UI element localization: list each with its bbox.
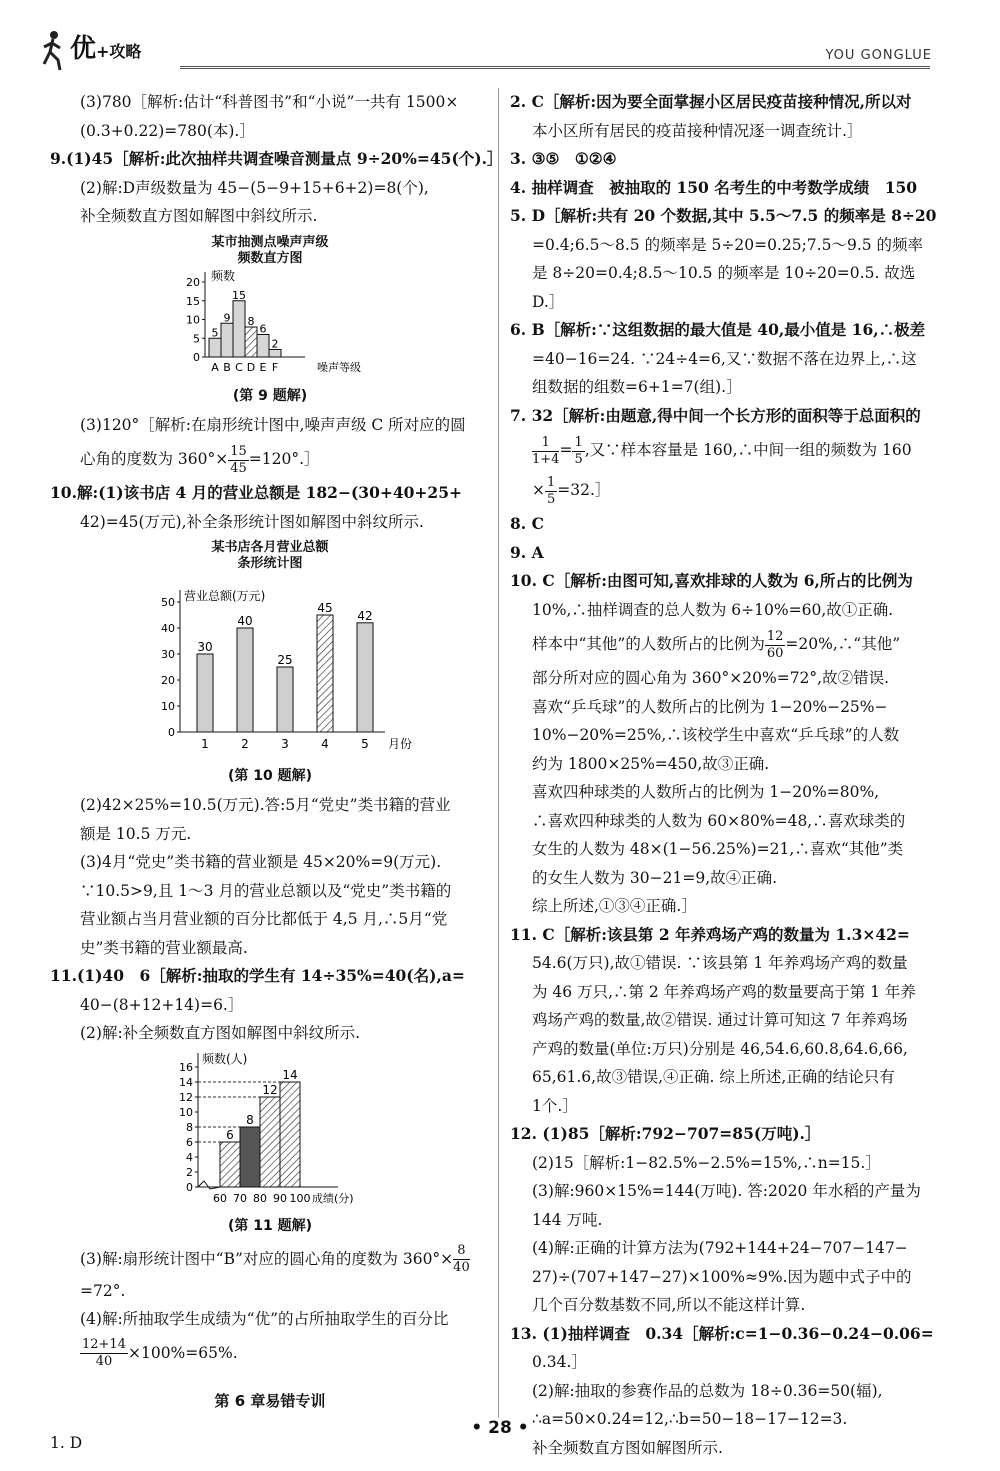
text-line: (2)15［解析:1−82.5%−2.5%=15%,∴n=15.］: [532, 1153, 881, 1172]
text-fragment: ×100%=65%.: [127, 1343, 238, 1362]
axis-break: [198, 1181, 220, 1189]
y-tick-label: 12: [179, 1090, 193, 1104]
runner-icon: [40, 30, 66, 72]
text-line: 约为 1800×25%=450,故③正确.: [532, 754, 770, 773]
y-tick-label: 20: [186, 275, 200, 289]
text-line: 额是 10.5 万元.: [80, 824, 192, 843]
text-line: $\frac{1}{1+4}$ = $\frac{1}{5}$ ,又∵样本容量是 160,∴中间一组的频数为 160: [532, 434, 912, 467]
data-label: 30: [197, 640, 213, 654]
y-axis-label: 营业总额(万元): [184, 589, 266, 603]
y-tick-label: 10: [161, 700, 175, 713]
bar: [260, 1097, 280, 1187]
column-divider: [498, 88, 499, 1418]
figure-caption: (第 11 题解): [227, 1217, 313, 1234]
text-line: (4)解:所抽取学生成绩为“优”的占所抽取学生的百分比: [80, 1310, 449, 1328]
bar: [357, 623, 373, 732]
text-line: 13. (1)抽样调查 0.34［解析:c=1−0.36−0.24−0.06=: [510, 1323, 934, 1343]
text-line: 喜欢四种球类的人数所占的比例为 1−20%=80%,: [532, 783, 880, 801]
data-label: 25: [277, 653, 293, 667]
text-fragment: (3)解:扇形统计图中“B”对应的圆心角的度数为 360°×: [80, 1249, 454, 1268]
figure-caption: (第 9 题解): [232, 387, 308, 404]
y-tick-label: 10: [186, 313, 200, 326]
y-tick-label: 10: [179, 1105, 193, 1119]
data-label: 45: [317, 601, 333, 615]
text-line: 部分所对应的圆心角为 360°×20%=72°,故②错误.: [532, 669, 890, 687]
bar: [257, 334, 269, 357]
y-tick-label: 16: [179, 1060, 193, 1074]
text-line: [50, 1241, 490, 1277]
text-line: 鸡场产鸡的数量,故②错误. 通过计算可知这 7 年养鸡场: [532, 1011, 908, 1029]
y-tick-label: 40: [161, 622, 175, 635]
data-label: 12: [262, 1082, 278, 1097]
y-axis-label: 频数(人): [202, 1051, 248, 1066]
text-line: ∵10.5>9,且 1～3 月的营业总额以及“党史”类书籍的: [80, 881, 452, 900]
fraction: $\frac{15}{45}$: [230, 443, 247, 476]
bar: [280, 1082, 300, 1187]
text-line: [510, 470, 950, 510]
text-line: 11. C［解析:该县第 2 年养鸡场产鸡的数量为 1.3×42=: [510, 924, 910, 944]
fraction: $\frac{12+14}{40}$: [82, 1337, 126, 1369]
fraction: $\frac{8}{40}$: [453, 1243, 470, 1275]
text-line: 11.(1)40 6［解析:抽取的学生有 14÷35%=40(名),a=: [50, 966, 465, 985]
text-line: 40−(8+12+14)=6.］: [80, 995, 244, 1014]
bar: [317, 615, 333, 732]
fraction: $\frac{12}{60}$: [766, 628, 784, 661]
data-label: 6: [259, 322, 267, 335]
bar: [237, 628, 253, 732]
fraction: $\frac{1}{1+4}$: [532, 434, 560, 467]
y-tick-label: 0: [193, 350, 200, 364]
score-histogram: [150, 1052, 390, 1207]
figure-caption: (第 10 题解): [227, 768, 313, 784]
x-axis-label: 噪声等级: [317, 360, 361, 374]
text-line: =72°.: [80, 1281, 126, 1300]
text-line: =0.4;6.5～8.5 的频率是 5÷20=0.25;7.5～9.5 的频率: [532, 235, 924, 254]
figure-subtitle: 频数直方图: [237, 250, 303, 266]
left-column: [50, 88, 503, 1457]
x-tick-label: 90: [273, 1191, 287, 1205]
text-line: 9. A: [510, 542, 544, 562]
text-fragment: ,又∵样本容量是 160,∴中间一组的频数为 160: [584, 441, 912, 459]
text-line: 10.解:(1)该书店 4 月的营业总额是 182−(30+40+25+: [50, 483, 462, 502]
y-tick-label: 0: [186, 1180, 193, 1194]
header-rule: [180, 66, 930, 69]
figure-9: [50, 235, 490, 405]
bar: [233, 300, 245, 356]
x-tick-label: F: [271, 360, 279, 374]
x-axis-label: 月份: [388, 737, 413, 751]
text-line: 4. 抽样调查 被抽取的 150 名考生的中考数学成绩 150: [510, 177, 918, 197]
text-line: 42)=45(万元),补全条形统计图如解图中斜纹所示.: [80, 512, 424, 531]
text-line: (2)42×25%=10.5(万元).答:5月“党史”类书籍的营业: [80, 796, 451, 814]
x-tick-label: 5: [361, 737, 369, 751]
y-tick-label: 14: [179, 1075, 193, 1089]
data-label: 5: [211, 325, 219, 339]
text-line: 是 8÷20=0.4;8.5～10.5 的频率是 10÷20=0.5. 故选: [532, 264, 916, 282]
page-header: [40, 28, 940, 78]
text-line: 9.(1)45［解析:此次抽样共调查噪音测量点 9÷20%=45(个).］: [50, 149, 503, 168]
figure-10: [50, 540, 490, 785]
text-line: 1. D: [50, 1433, 83, 1452]
text-line: 综上所述,①③④正确.］: [532, 897, 697, 915]
text-line: 7. 32［解析:由题意,得中间一个长方形的面积等于总面积的: [510, 405, 921, 425]
x-tick-label: 100: [289, 1191, 311, 1205]
data-label: 2: [271, 337, 279, 350]
y-tick-label: 5: [193, 331, 200, 345]
text-fragment: =20%,∴“其他”: [785, 635, 901, 653]
brand-logo: 优+攻略: [70, 34, 142, 64]
text-line: 本小区所有居民的疫苗接种情况逐一调查统计.］: [532, 121, 863, 140]
bar: [197, 654, 213, 732]
bar: [209, 338, 221, 357]
text-line: 10%,∴抽样调查的总人数为 6÷10%=60,故①正确.: [532, 600, 894, 619]
text-line: (3)4月“党史”类书籍的营业额是 45×20%=9(万元).: [80, 853, 442, 871]
y-tick-label: 30: [161, 648, 175, 661]
figure-title: 某书店各月营业总额: [211, 540, 329, 555]
text-line: 为 46 万只,∴第 2 年养鸡场产鸡的数量要高于第 1 年养: [532, 982, 916, 1001]
x-axis-label: 成绩(分): [312, 1191, 354, 1205]
text-line: D.］: [532, 292, 565, 311]
text-line: 产鸡的数量(单位:万只)分别是 46,54.6,60.8,64.6,66,: [532, 1039, 908, 1058]
text-line: 3. ③⑤ ①②④: [510, 149, 617, 168]
x-tick-label: 70: [233, 1191, 247, 1205]
y-tick-label: 20: [161, 674, 175, 687]
x-tick-label: 2: [241, 737, 249, 751]
text-line: [510, 624, 950, 664]
text-line: (3)120°［解析:在扇形统计图中,噪声声级 C 所对应的圆: [80, 415, 466, 434]
text-line: 组数据的组数=6+1=7(组).］: [532, 378, 742, 396]
text-line: 10%−20%=25%,∴该校学生中喜欢“乒乓球”的人数: [532, 726, 900, 744]
text-line: 10. C［解析:由图可知,喜欢排球的人数为 6,所占的比例为: [510, 571, 913, 590]
right-column: [510, 88, 950, 1462]
x-tick-label: 4: [321, 737, 329, 751]
data-label: 8: [246, 1112, 254, 1127]
text-line: 几个百分数基数不同,所以不能这样计算.: [532, 1296, 806, 1314]
text-line: 6. B［解析:∵这组数据的最大值是 40,最小值是 16,∴极差: [510, 320, 926, 339]
text-line: 27)÷(707+147−27)×100%≈9%.因为题中式子中的: [532, 1267, 912, 1286]
noise-histogram: [150, 267, 390, 377]
text-line: [50, 1334, 490, 1372]
text-line: [50, 439, 490, 479]
revenue-bar-chart: [140, 572, 413, 757]
y-axis-label: 频数: [211, 268, 236, 283]
x-tick-label: D: [246, 360, 256, 374]
y-tick-label: 6: [186, 1135, 193, 1149]
text-line: (2)解:抽取的参赛作品的总数为 18÷0.36=50(辐),: [532, 1381, 883, 1400]
text-line: ∴喜欢四种球类的人数为 60×80%=48,∴喜欢球类的: [532, 811, 906, 830]
bar: [269, 349, 281, 357]
x-tick-label: C: [235, 360, 243, 374]
y-tick-label: 15: [186, 294, 200, 308]
text-line: 12. (1)85［解析:792−707=85(万吨).］: [510, 1124, 821, 1143]
y-tick-label: 4: [186, 1150, 193, 1164]
text-line: 8. C: [510, 514, 544, 533]
bar: [220, 1142, 240, 1187]
text-line: 补全频数直方图如解图所示.: [532, 1438, 723, 1457]
text-line: 的女生人数为 30−21=9,故④正确.: [532, 868, 778, 887]
text-line: 54.6(万只),故①错误. ∵该县第 1 年养鸡场产鸡的数量: [532, 954, 908, 972]
text-line: (2)解:D声级数量为 45−(5−9+15+6+2)=8(个),: [80, 178, 429, 197]
text-line: 史”类书籍的营业额最高.: [80, 938, 248, 957]
text-line: 1个.］: [532, 1096, 578, 1115]
text-fragment: 心角的度数为 360°×: [80, 450, 229, 468]
text-fragment: ×: [532, 481, 545, 499]
text-line: 女生的人数为 48×(1−56.25%)=21,∴喜欢“其他”类: [532, 840, 904, 858]
y-tick-label: 0: [168, 726, 175, 739]
text-line: (4)解:正确的计算方法为(792+144+24−707−147−: [532, 1239, 908, 1257]
figure-title: 某市抽测点噪声声级: [211, 234, 329, 250]
fraction: $\frac{1}{5}$: [547, 474, 556, 507]
data-label: 8: [247, 314, 255, 328]
fraction: $\frac{1}{5}$: [574, 434, 583, 467]
x-tick-label: 1: [201, 737, 209, 751]
text-line: 补全频数直方图如解图中斜纹所示.: [80, 207, 318, 225]
x-tick-label: 80: [253, 1191, 267, 1205]
page-number: • 28 •: [471, 1418, 529, 1438]
y-tick-label: 50: [161, 596, 175, 609]
data-label: 15: [232, 288, 246, 302]
text-fragment: 样本中“其他”的人数所占的比例为: [532, 635, 765, 653]
header-brand-text: YOU GONGLUE: [825, 48, 932, 63]
data-label: 42: [357, 608, 373, 623]
text-line: 0.34.］: [532, 1353, 587, 1371]
y-tick-label: 2: [186, 1165, 193, 1179]
bar: [240, 1127, 260, 1187]
bar: [277, 667, 293, 732]
bar: [245, 327, 257, 357]
data-label: 14: [282, 1067, 298, 1082]
text-line: 65,61.6,故③错误,④正确. 综上所述,正确的结论只有: [532, 1068, 895, 1086]
figure-11: [50, 1052, 490, 1235]
data-label: 40: [237, 614, 253, 628]
x-tick-label: A: [211, 360, 219, 374]
text-line: (0.3+0.22)=780(本).］: [80, 121, 255, 140]
x-tick-label: B: [223, 360, 231, 374]
text-line: 喜欢“乒乓球”的人数所占的比例为 1−20%−25%−: [532, 697, 888, 716]
text-line: ∴a=50×0.24=12,∴b=50−18−17−12=3.: [532, 1410, 848, 1428]
text-line: 营业额占当月营业额的百分比都低于 4,5 月,∴5月“党: [80, 910, 448, 928]
text-line: 144 万吨.: [532, 1210, 603, 1229]
y-tick-label: 8: [186, 1120, 193, 1134]
text-line: =40−16=24. ∵24÷4=6,又∵数据不落在边界上,∴这: [532, 349, 917, 368]
text-line: (3)解:960×15%=144(万吨). 答:2020 年水稻的产量为: [532, 1182, 921, 1200]
x-tick-label: E: [259, 360, 267, 374]
text-line: (2)解:补全频数直方图如解图中斜纹所示.: [80, 1024, 361, 1042]
text-line: 2. C［解析:因为要全面掌握小区居民疫苗接种情况,所以对: [510, 92, 912, 111]
bar: [221, 323, 233, 357]
x-tick-label: 60: [213, 1191, 227, 1205]
text-line: (3)780［解析:估计“科普图书”和“小说”一共有 1500×: [80, 93, 459, 111]
text-fragment: =120°.］: [248, 450, 320, 468]
text-line: 5. D［解析:共有 20 个数据,其中 5.5～7.5 的频率是 8÷20: [510, 206, 937, 225]
x-tick-label: 3: [281, 737, 289, 751]
section-title: 第 6 章易错专训: [214, 1391, 326, 1410]
data-label: 9: [223, 310, 231, 324]
data-label: 6: [226, 1127, 234, 1142]
figure-subtitle: 条形统计图: [237, 556, 303, 571]
text-fragment: =32.］: [557, 481, 611, 499]
